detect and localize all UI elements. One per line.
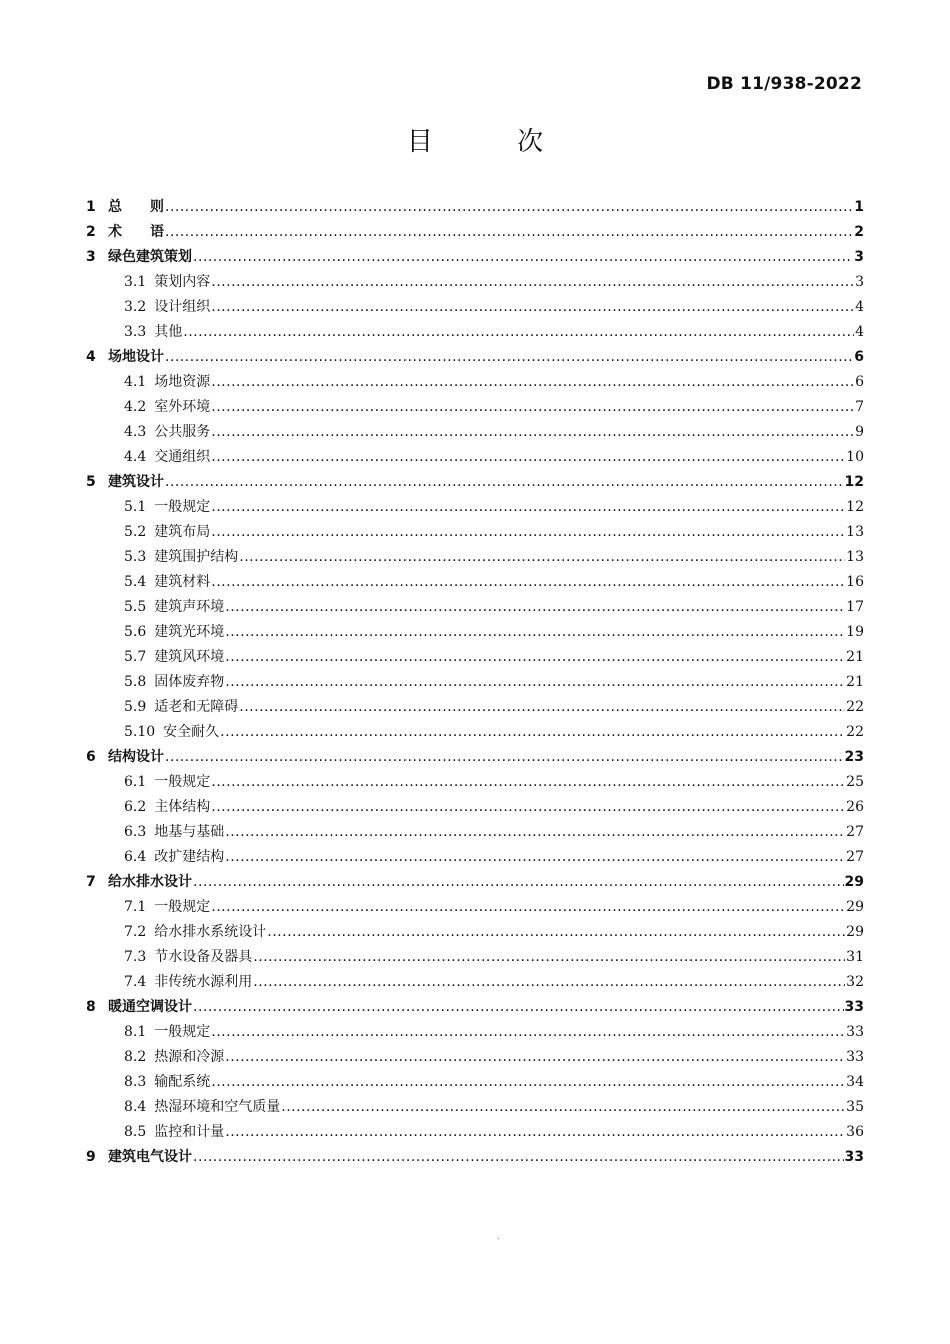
toc-entry-number: 4.4 xyxy=(124,449,147,465)
toc-entry-label: 总 则 xyxy=(108,199,164,215)
page-title: 目 次 xyxy=(406,127,582,157)
toc-section-entry[interactable] xyxy=(86,420,864,445)
toc-entry-number: 1 xyxy=(86,199,96,215)
toc-entry-number: 7.4 xyxy=(124,974,147,990)
toc-page-number: 13 xyxy=(846,524,864,540)
toc-entry-label: 安全耐久 xyxy=(163,724,220,740)
toc-entry-number: 5.7 xyxy=(124,649,147,665)
toc-section-entry[interactable] xyxy=(86,370,864,395)
toc-chapter-entry[interactable] xyxy=(86,745,864,770)
toc-page-number: 34 xyxy=(846,1074,864,1090)
toc-entry-number: 8 xyxy=(86,999,96,1015)
toc-entry-label: 场地设计 xyxy=(108,349,164,365)
toc-page-number: 32 xyxy=(846,974,864,990)
toc-page-number: 1 xyxy=(854,199,864,215)
toc-chapter-entry[interactable] xyxy=(86,345,864,370)
toc-entry-label: 公共服务 xyxy=(154,424,211,440)
toc-entry-label: 建筑光环境 xyxy=(154,624,225,640)
toc-page-number: 10 xyxy=(846,449,864,465)
toc-section-entry[interactable] xyxy=(86,570,864,595)
toc-section-entry[interactable] xyxy=(86,320,864,345)
toc-leader-dots xyxy=(225,845,845,870)
toc-entry-number: 2 xyxy=(86,224,96,240)
toc-leader-dots xyxy=(253,945,845,970)
toc-page-number: 22 xyxy=(846,724,864,740)
toc-chapter-entry[interactable] xyxy=(86,1145,864,1170)
toc-section-entry[interactable] xyxy=(86,545,864,570)
toc-entry-number: 7.3 xyxy=(124,949,147,965)
toc-entry-label: 给水排水设计 xyxy=(108,874,192,890)
toc-entry-label: 暖通空调设计 xyxy=(108,999,192,1015)
toc-entry-number: 8.5 xyxy=(124,1124,147,1140)
toc-leader-dots xyxy=(211,895,845,920)
toc-entry-label: 其他 xyxy=(154,324,183,340)
toc-entry-number: 7.2 xyxy=(124,924,147,940)
toc-leader-dots xyxy=(253,970,845,995)
toc-page-number: 2 xyxy=(854,224,864,240)
toc-entry-label: 策划内容 xyxy=(154,274,211,290)
toc-chapter-entry[interactable] xyxy=(86,870,864,895)
table-of-contents xyxy=(86,195,864,1170)
toc-section-entry[interactable] xyxy=(86,945,864,970)
toc-section-entry[interactable] xyxy=(86,1020,864,1045)
toc-section-entry[interactable] xyxy=(86,495,864,520)
toc-page-number: 23 xyxy=(844,749,864,765)
toc-section-entry[interactable] xyxy=(86,595,864,620)
toc-entry-label: 一般规定 xyxy=(154,499,211,515)
toc-section-entry[interactable] xyxy=(86,670,864,695)
toc-leader-dots xyxy=(225,1045,845,1070)
toc-page-number: 33 xyxy=(844,999,864,1015)
toc-page-number: 33 xyxy=(844,1149,864,1165)
toc-entry-label: 术 语 xyxy=(108,224,164,240)
toc-entry-label: 监控和计量 xyxy=(154,1124,225,1140)
toc-page-number: 6 xyxy=(855,374,864,390)
toc-entry-label: 一般规定 xyxy=(154,774,211,790)
toc-leader-dots xyxy=(211,770,845,795)
toc-section-entry[interactable] xyxy=(86,1095,864,1120)
toc-page-number: 12 xyxy=(844,474,864,490)
toc-entry-label: 非传统水源利用 xyxy=(154,974,253,990)
toc-page-number: 31 xyxy=(846,949,864,965)
toc-section-entry[interactable] xyxy=(86,770,864,795)
toc-leader-dots xyxy=(225,645,845,670)
toc-entry-label: 改扩建结构 xyxy=(154,849,225,865)
toc-page-number: 9 xyxy=(855,424,864,440)
toc-page-number: 22 xyxy=(846,699,864,715)
toc-leader-dots xyxy=(193,870,844,895)
toc-leader-dots xyxy=(165,345,853,370)
toc-chapter-entry[interactable] xyxy=(86,470,864,495)
toc-section-entry[interactable] xyxy=(86,695,864,720)
toc-entry-number: 5.9 xyxy=(124,699,147,715)
toc-leader-dots xyxy=(267,920,845,945)
toc-leader-dots xyxy=(211,1070,845,1095)
toc-leader-dots xyxy=(165,220,853,245)
toc-section-entry[interactable] xyxy=(86,820,864,845)
toc-entry-label: 输配系统 xyxy=(154,1074,211,1090)
toc-leader-dots xyxy=(211,570,845,595)
toc-page-number: 16 xyxy=(846,574,864,590)
toc-entry-label: 建筑设计 xyxy=(108,474,164,490)
toc-entry-label: 节水设备及器具 xyxy=(154,949,253,965)
toc-section-entry[interactable] xyxy=(86,1070,864,1095)
toc-entry-number: 4.2 xyxy=(124,399,147,415)
toc-page-number: 29 xyxy=(844,874,864,890)
toc-entry-label: 给水排水系统设计 xyxy=(154,924,267,940)
toc-page-number: 13 xyxy=(846,549,864,565)
toc-entry-label: 一般规定 xyxy=(154,1024,211,1040)
toc-entry-label: 地基与基础 xyxy=(154,824,225,840)
toc-entry-number: 3.1 xyxy=(124,274,147,290)
toc-leader-dots xyxy=(211,395,854,420)
toc-section-entry[interactable] xyxy=(86,445,864,470)
toc-page-number: 21 xyxy=(846,649,864,665)
toc-leader-dots xyxy=(211,495,845,520)
toc-leader-dots xyxy=(211,445,845,470)
toc-entry-number: 8.1 xyxy=(124,1024,147,1040)
toc-section-entry[interactable] xyxy=(86,970,864,995)
toc-section-entry[interactable] xyxy=(86,270,864,295)
toc-page-number: 27 xyxy=(846,849,864,865)
toc-section-entry[interactable] xyxy=(86,295,864,320)
toc-leader-dots xyxy=(211,420,854,445)
toc-entry-label: 热湿环境和空气质量 xyxy=(154,1099,281,1115)
toc-entry-number: 3 xyxy=(86,249,96,265)
toc-entry-number: 4 xyxy=(86,349,96,365)
toc-section-entry[interactable] xyxy=(86,895,864,920)
toc-page-number: 12 xyxy=(846,499,864,515)
standard-code: DB 11/938-2022 xyxy=(706,74,862,94)
toc-entry-label: 主体结构 xyxy=(154,799,211,815)
toc-entry-number: 5.4 xyxy=(124,574,147,590)
toc-leader-dots xyxy=(193,1145,844,1170)
toc-entry-number: 6.2 xyxy=(124,799,147,815)
toc-page-number: 21 xyxy=(846,674,864,690)
toc-leader-dots xyxy=(225,595,845,620)
toc-chapter-entry[interactable] xyxy=(86,245,864,270)
toc-entry-number: 6.3 xyxy=(124,824,147,840)
toc-leader-dots xyxy=(220,720,845,745)
toc-entry-number: 3.2 xyxy=(124,299,147,315)
toc-leader-dots xyxy=(165,195,853,220)
toc-section-entry[interactable] xyxy=(86,1045,864,1070)
toc-page-number: 29 xyxy=(846,924,864,940)
toc-entry-number: 5.1 xyxy=(124,499,147,515)
toc-section-entry[interactable] xyxy=(86,845,864,870)
toc-section-entry[interactable] xyxy=(86,795,864,820)
toc-entry-number: 8.3 xyxy=(124,1074,147,1090)
toc-entry-label: 交通组织 xyxy=(154,449,211,465)
toc-entry-label: 适老和无障碍 xyxy=(154,699,239,715)
toc-entry-number: 5.8 xyxy=(124,674,147,690)
toc-entry-number: 5 xyxy=(86,474,96,490)
toc-entry-number: 5.5 xyxy=(124,599,147,615)
toc-entry-number: 6.1 xyxy=(124,774,147,790)
toc-entry-number: 9 xyxy=(86,1149,96,1165)
toc-leader-dots xyxy=(225,620,845,645)
toc-entry-number: 6.4 xyxy=(124,849,147,865)
toc-entry-label: 建筑声环境 xyxy=(154,599,225,615)
toc-entry-label: 建筑材料 xyxy=(154,574,211,590)
toc-entry-label: 热源和冷源 xyxy=(154,1049,225,1065)
toc-entry-label: 场地资源 xyxy=(154,374,211,390)
toc-entry-number: 4.3 xyxy=(124,424,147,440)
toc-entry-number: 5.3 xyxy=(124,549,147,565)
toc-section-entry[interactable] xyxy=(86,645,864,670)
toc-leader-dots xyxy=(183,320,854,345)
toc-entry-number: 8.2 xyxy=(124,1049,147,1065)
toc-entry-number: 5.10 xyxy=(124,724,156,740)
toc-entry-label: 绿色建筑策划 xyxy=(108,249,192,265)
toc-leader-dots xyxy=(211,370,854,395)
toc-page-number: 29 xyxy=(846,899,864,915)
toc-entry-label: 设计组织 xyxy=(154,299,211,315)
toc-leader-dots xyxy=(211,795,845,820)
toc-leader-dots xyxy=(211,295,854,320)
toc-entry-label: 建筑风环境 xyxy=(154,649,225,665)
toc-leader-dots xyxy=(211,1020,845,1045)
toc-entry-label: 室外环境 xyxy=(154,399,211,415)
toc-chapter-entry[interactable] xyxy=(86,195,864,220)
toc-page-number: 36 xyxy=(846,1124,864,1140)
toc-leader-dots xyxy=(165,470,844,495)
toc-page-number: 4 xyxy=(855,299,864,315)
toc-page-number: 17 xyxy=(846,599,864,615)
footer-mark: . xyxy=(497,1232,500,1241)
toc-entry-label: 固体废弃物 xyxy=(154,674,225,690)
toc-entry-label: 结构设计 xyxy=(108,749,164,765)
toc-entry-number: 8.4 xyxy=(124,1099,147,1115)
toc-leader-dots xyxy=(193,245,853,270)
toc-entry-label: 一般规定 xyxy=(154,899,211,915)
toc-leader-dots xyxy=(211,520,845,545)
toc-page-number: 27 xyxy=(846,824,864,840)
toc-leader-dots xyxy=(225,670,845,695)
toc-entry-number: 6 xyxy=(86,749,96,765)
toc-section-entry[interactable] xyxy=(86,520,864,545)
toc-entry-number: 4.1 xyxy=(124,374,147,390)
toc-chapter-entry[interactable] xyxy=(86,220,864,245)
toc-entry-label: 建筑电气设计 xyxy=(108,1149,192,1165)
toc-leader-dots xyxy=(281,1095,845,1120)
toc-page-number: 3 xyxy=(855,274,864,290)
toc-section-entry[interactable] xyxy=(86,720,864,745)
toc-chapter-entry[interactable] xyxy=(86,995,864,1020)
toc-section-entry[interactable] xyxy=(86,620,864,645)
toc-entry-label: 建筑围护结构 xyxy=(154,549,239,565)
toc-page-number: 35 xyxy=(846,1099,864,1115)
toc-leader-dots xyxy=(225,1120,845,1145)
toc-page-number: 6 xyxy=(854,349,864,365)
toc-page-number: 7 xyxy=(855,399,864,415)
toc-page-number: 26 xyxy=(846,799,864,815)
toc-leader-dots xyxy=(225,820,845,845)
toc-page-number: 25 xyxy=(846,774,864,790)
toc-leader-dots xyxy=(211,270,854,295)
toc-page-number: 19 xyxy=(846,624,864,640)
toc-section-entry[interactable] xyxy=(86,1120,864,1145)
toc-leader-dots xyxy=(165,745,844,770)
toc-page-number: 33 xyxy=(846,1024,864,1040)
toc-entry-number: 7.1 xyxy=(124,899,147,915)
toc-leader-dots xyxy=(239,695,845,720)
toc-page-number: 4 xyxy=(855,324,864,340)
toc-entry-number: 3.3 xyxy=(124,324,147,340)
toc-entry-number: 7 xyxy=(86,874,96,890)
toc-page-number: 3 xyxy=(854,249,864,265)
toc-section-entry[interactable] xyxy=(86,920,864,945)
toc-section-entry[interactable] xyxy=(86,395,864,420)
toc-entry-number: 5.2 xyxy=(124,524,147,540)
toc-page-number: 33 xyxy=(846,1049,864,1065)
toc-entry-number: 5.6 xyxy=(124,624,147,640)
toc-entry-label: 建筑布局 xyxy=(154,524,211,540)
toc-leader-dots xyxy=(239,545,845,570)
toc-leader-dots xyxy=(193,995,844,1020)
